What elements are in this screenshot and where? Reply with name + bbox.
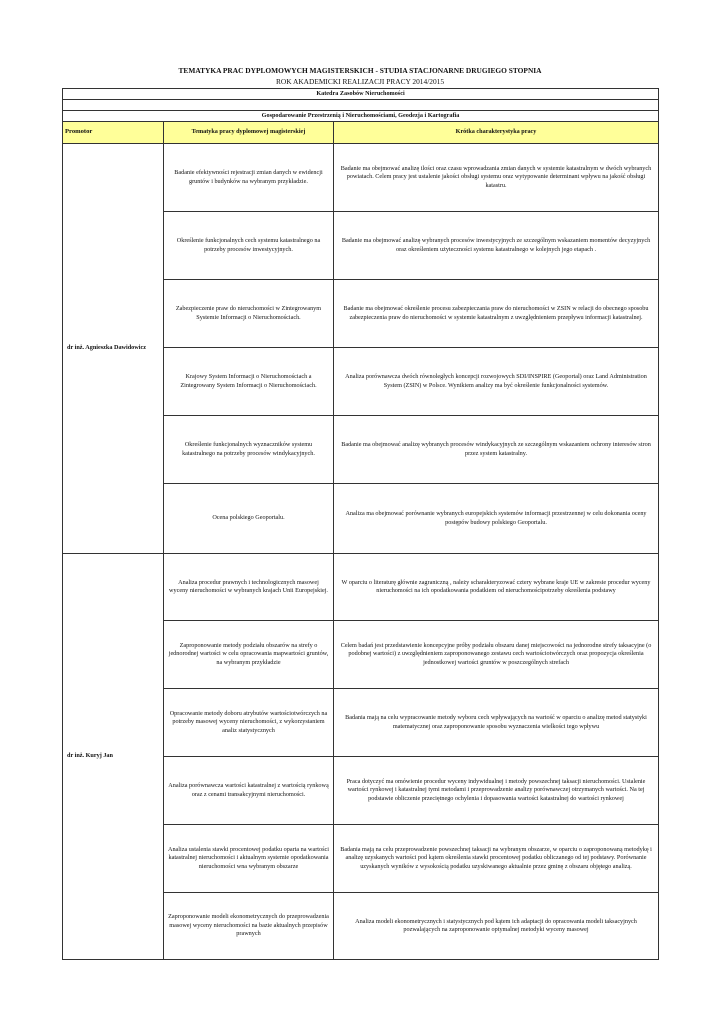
- topic-cell: Zaproponowanie metody podziału obszarów na strefy o jednorodnej wartości w celu opracowania mapwartości gruntów, na wybranym przykładzie: [164, 621, 334, 689]
- description-cell: Badanie ma obejmować analizę ilości oraz czasu wprowadzania zmian danych w systemie katastralnym w dwóch wybranych powiatach. Celem pracy jest ustalenie jakości obsługi systemu oraz wytypowanie determinant wpływu na jakość obsługi katastru.: [334, 144, 659, 212]
- description-cell: Praca dotyczyć ma omówienie procedur wyceny indywidualnej i metody powszechnej taksacji nieruchomości. Ustalenie wartości rynkowej i katastralnej tymi metodami i przeprowadzenie analizy porównawczej otrzymanych wartości. Na tej podstawie obliczenie przeciętnego ochylenia i dopasowania wartości katastralnej do wartości rynkowej: [334, 757, 659, 825]
- description-cell: Celem badań jest przedstawienie koncepcyjne próby podziału obszaru danej miejscowości na jednorodne strefy taksacyjne (o podobnej wartości) z uwzględnieniem zaproponowanego zestawu cech wartościotwórczych oraz propozycja określenia jednostkowej wartości gruntów w poszczególnych strefach: [334, 621, 659, 689]
- thesis-topics-table: [62, 88, 659, 960]
- description-cell: W oparciu o literaturę głównie zagraniczną , należy scharakteryzować cztery wybrane kraje UE w zakresie procedur wyceny nieruchomości na ich opodatkowania podatkiem od nieruchomościpotrzeby określenia podstawy: [334, 554, 659, 621]
- department-row: [63, 89, 659, 100]
- description-cell: Badania mają na celu przeprowadzenie powszechnej taksacji na wybranym obszarze, w oparciu o zaproponowaną metodykę i analizę uzyskanych wartości pod kątem określenia stawki procentowej podatku obliczanego od tej podstawy. Porównanie uzyskanych wyników z wysokością podatku uzyskiwanego aktualnie przez gminę z obszaru objętego analizą.: [334, 825, 659, 893]
- topic-cell: Analiza porównawcza wartości katastralnej z wartością rynkową oraz z cenami transakcyjnymi nieruchomości.: [164, 757, 334, 825]
- topic-cell: Określenie funkcjonalnych wyznaczników systemu katastralnego na potrzeby procesów windykacyjnych.: [164, 416, 334, 484]
- topic-cell: Ocena polskiego Geoportalu.: [164, 484, 334, 554]
- topic-cell: Zabezpieczenie praw do nieruchomości w Zintegrowanym Systemie Informacji o Nieruchomościach.: [164, 280, 334, 348]
- description-cell: Analiza porównawcza dwóch równoległych koncepcji rozwojowych SDI/INSPIRE (Geoportal) oraz Land Administration System (ZSIN) w Polsce. Wynikiem analizy ma być określenie funkcjonalności systemów.: [334, 348, 659, 416]
- field-name: Gospodarowanie Przestrzenią i Nieruchomościami, Geodezja i Kartografia: [63, 111, 659, 122]
- academic-year-subtitle: ROK AKADEMICKI REALIZACJI PRACY 2014/2015: [275, 77, 445, 86]
- table-row: [63, 144, 659, 212]
- column-header-row: [63, 122, 659, 144]
- empty-band-row: [63, 100, 659, 111]
- topic-cell: Opracowanie metody doboru atrybutów wartościotwórczych na potrzeby masowej wyceny nieruchomości, z wykorzystaniem analiz statystycznych: [164, 689, 334, 757]
- header-description: Krótka charakterystyka pracy: [334, 122, 659, 144]
- topic-cell: Analiza procedur prawnych i technologicznych masowej wyceny nieruchomości w wybranych krajach Unii Europejskiej.: [164, 554, 334, 621]
- table-row: [63, 554, 659, 621]
- description-cell: Analiza modeli ekonometrycznych i statystycznych pod kątem ich adaptacji do opracowania modeli taksacyjnych pozwalających na zaproponowanie optymalnej metodyki wyceny masowej: [334, 893, 659, 960]
- description-cell: Badanie ma obejmować określenie procesu zabezpieczania praw do nieruchomości w ZSIN w relacji do obecnego sposobu zabezpieczenia praw do nieruchomości w systemie katastralnym z uwzględnieniem przepływu informacji katastralnej.: [334, 280, 659, 348]
- description-cell: Badanie ma obejmować analizę wybranych procesów inwestycyjnych ze szczególnym wskazaniem momentów decyzyjnych oraz określeniem użyteczności systemu katastralnego w kolejnych jego etapach .: [334, 212, 659, 280]
- topic-cell: Określenie funkcjonalnych cech systemu katastralnego na potrzeby procesów inwestycyjnych.: [164, 212, 334, 280]
- description-cell: Badania mają na celu wypracowanie metody wyboru cech wpływających na wartość w oparciu o analizę metod statystyki matematycznej oraz zaproponowanie sposobu wyznaczenia wielkości tego wpływu: [334, 689, 659, 757]
- empty-band-cell: [63, 100, 659, 111]
- header-promotor: Promotor: [63, 122, 164, 144]
- description-cell: Badanie ma obejmować analizę wybranych procesów windykacyjnych ze szczególnym wskazaniem ochrony interesów stron przez system katastralny.: [334, 416, 659, 484]
- topic-cell: Krajowy System Informacji o Nieruchomościach a Zintegrowany System Informacji o Nieruchomościach.: [164, 348, 334, 416]
- topic-cell: Analiza ustalenia stawki procentowej podatku oparta na wartości katastralnej nieruchomości i aktualnym systemie opodatkowania nieruchomości wna wybranym obszarze: [164, 825, 334, 893]
- topic-cell: Badanie efektywności rejestracji zmian danych w ewidencji gruntów i budynków na wybranym przykładzie.: [164, 144, 334, 212]
- document-title: TEMATYKA PRAC DYPLOMOWYCH MAGISTERSKICH - STUDIA STACJONARNE DRUGIEGO STOPNIA: [178, 66, 542, 75]
- header-topic: Tematyka pracy dyplomowej magisterskiej: [164, 122, 334, 144]
- department-name: Katedra Zasobów Nieruchomości: [63, 89, 659, 100]
- promotor-cell: dr inż. Agnieszka Dawidowicz: [63, 144, 164, 554]
- description-cell: Analiza ma obejmować porównanie wybranych europejskich systemów informacji przestrzennej w celu dokonania oceny postępów budowy polskiego Geoportalu.: [334, 484, 659, 554]
- promotor-cell: dr inż. Kuryj Jan: [63, 554, 164, 960]
- field-row: [63, 111, 659, 122]
- topic-cell: Zaproponowanie modeli ekonometrycznych do przeprowadzenia masowej wyceny nieruchomości na bazie aktualnych przepisów prawnych: [164, 893, 334, 960]
